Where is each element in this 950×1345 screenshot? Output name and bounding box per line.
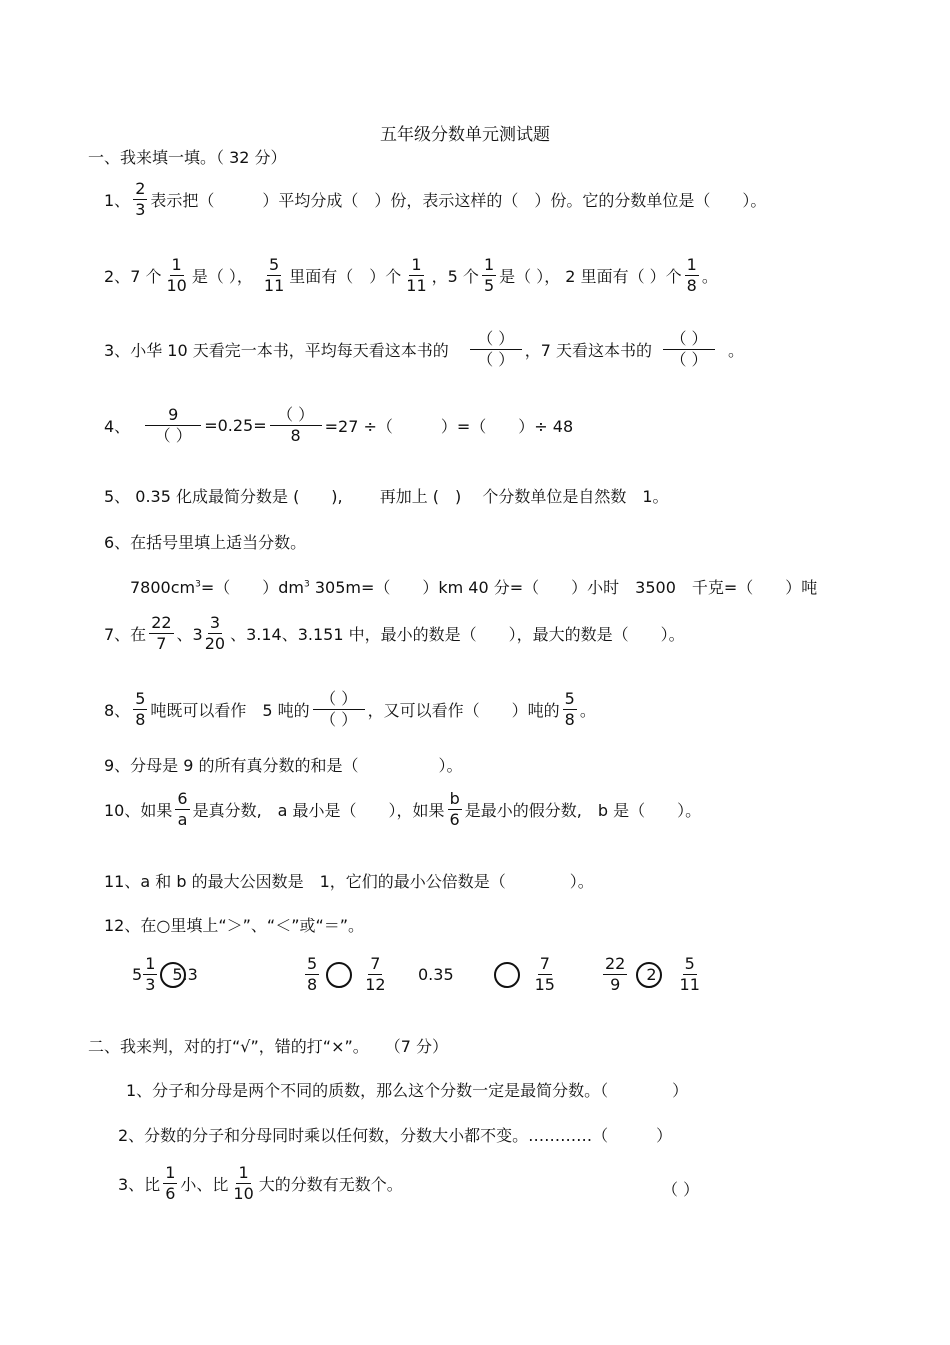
compare-circle[interactable]: [326, 962, 352, 988]
section2-heading: 二、我来判，对的打“√”，错的打“×”。 （7 分）: [88, 1037, 449, 1056]
fraction: $\frac{2}{3}$: [135, 179, 146, 220]
fraction: $\frac{1}{6}$: [165, 1163, 176, 1204]
judge-2: 2、分数的分子和分母同时乘以任何数，分数大小都不变。…………（ ）: [118, 1126, 673, 1145]
compare-item-4: $\frac{22}{9}$ 2 $\frac{5}{11}$: [605, 954, 700, 995]
fraction: $\frac{5}{8}$: [307, 954, 318, 995]
compare-item-2: [302, 955, 391, 995]
fraction: $\frac{5}{8}$: [135, 689, 146, 730]
judge-1: 1、分子和分母是两个不同的质数，那么这个分数一定是最简分数。（ ）: [126, 1081, 689, 1100]
question-6-items: $7800cm^3=$（ ）$dm^3$ 305m=（ ）km 40 分=（ ）小时 3500 千克=（ ）吨: [130, 578, 818, 597]
question-10: 10、如果 $\frac{6}{a}$ 是真分数, a 最小是（ ），如果 $\frac{b}{6}$ 是最小的假分数, b 是（ ）。: [104, 789, 702, 830]
fraction: $\frac{1}{8}$: [686, 255, 697, 296]
fraction: $\frac{7}{15}$: [534, 954, 555, 995]
fraction: $\frac{1}{3}$: [145, 954, 156, 995]
question-6: 6、在括号里填上适当分数。: [104, 533, 307, 552]
fraction-blank: $\frac{( )}{( )}$: [663, 330, 715, 370]
question-7: 7、在 $\frac{22}{7}$ 、3 $\frac{3}{20}$ 、3.14、3.151 中，最小的数是（ ），最大的数是（ ）。: [104, 613, 685, 654]
fraction: $\frac{22}{7}$: [151, 613, 172, 654]
fraction: $\frac{9}{( )}$: [145, 406, 201, 446]
question-8: 8、 $\frac{5}{8}$ 吨既可以看作 5 吨的 $\frac{( )}{( )}$ ，又可以看作（ ）吨的 $\frac{5}{8}$ 。: [104, 689, 596, 730]
question-11: 11、a 和 b 的最大公因数是 1，它们的最小公倍数是（ ）。: [104, 872, 594, 891]
fraction: $\frac{7}{12}$: [365, 954, 386, 995]
fraction: $\frac{6}{a}$: [177, 789, 188, 830]
fraction: $\frac{3}{20}$: [204, 613, 226, 654]
question-5: 5、 0.35 化成最简分数是 ( ), 再加上 ( ) 个分数单位是自然数 1。: [104, 487, 669, 506]
fraction: $\frac{( )}{8}$: [270, 406, 322, 446]
fraction: $\frac{1}{5}$: [483, 255, 495, 296]
fraction: $\frac{5}{11}$: [679, 954, 700, 995]
fraction: $\frac{b}{6}$: [449, 789, 460, 830]
question-2: 2、 7 个 $\frac{1}{10}$ 是（ ）， $\frac{5}{11}$ 里面有（ ）个 $\frac{1}{11}$ ，5 个 $\frac{1}{5}$ 是（ ）， 2 里面有（ ）个 $\frac{1}{8}$ 。: [104, 255, 718, 296]
fraction: $\frac{1}{11}$: [406, 255, 427, 296]
fraction: $\frac{22}{9}$: [605, 954, 626, 995]
judge-3-blank[interactable]: （ ）: [662, 1180, 700, 1199]
fraction: $\frac{5}{11}$: [263, 255, 285, 296]
fraction: $\frac{1}{10}$: [166, 255, 187, 296]
fraction-blank: $\frac{( )}{( )}$: [313, 690, 365, 730]
fraction: $\frac{5}{8}$: [564, 689, 575, 730]
compare-item-1: 5 $\frac{1}{3}$ 5.3: [132, 954, 198, 995]
question-4: 4、 $\frac{9}{( )}$ =0.25= $\frac{( )}{8}$ =27 ÷（ ）=（ ）÷ 48: [104, 405, 574, 446]
compare-circle[interactable]: [494, 962, 520, 988]
judge-3: 3、比 $\frac{1}{6}$ 小、比 $\frac{1}{10}$ 大的分数有无数个。: [118, 1163, 403, 1204]
question-3: 3、 小华 10 天看完一本书，平均每天看这本书的 $\frac{( )}{( )}$ ，7 天看这本书的 $\frac{( )}{( )}$ 。: [104, 329, 745, 370]
section1-heading: 一、我来填一填。（ 32 分）: [88, 148, 287, 167]
page-title: 五年级分数单元测试题: [380, 125, 550, 145]
fraction-blank: $\frac{( )}{( )}$: [470, 330, 522, 370]
fraction: $\frac{1}{10}$: [233, 1163, 254, 1204]
question-1: 1、 $\frac{2}{3}$ 表示把（ ）平均分成（ ）份，表示这样的（ ）份。它的分数单位是（ ）。: [104, 179, 767, 220]
question-12: 12、在○里填上“＞”、“＜”或“＝”。: [104, 916, 365, 935]
question-9: 9、分母是 9 的所有真分数的和是（ ）。: [104, 756, 463, 775]
compare-item-3: 0.35 $\frac{7}{15}$: [418, 954, 555, 995]
